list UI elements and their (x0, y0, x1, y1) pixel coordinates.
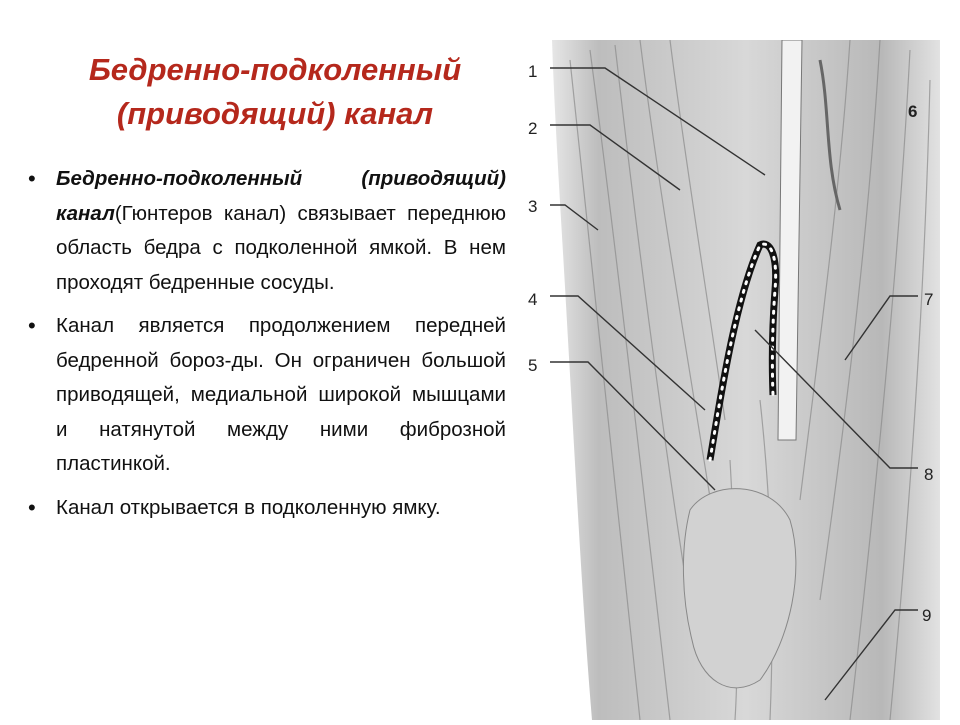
bullet-3-text: Канал открывается в подколенную ямку. (56, 495, 441, 519)
figure-label-8: 8 (924, 465, 934, 484)
thigh-anatomy-drawing (520, 40, 960, 720)
bullet-1-emphasis: Бедренно-подколенный (приводящий) канал (56, 167, 506, 225)
bullet-list (28, 162, 506, 534)
slide-title (30, 48, 520, 136)
figure-label-2: 2 (528, 119, 538, 138)
bullet-1-text: (Гюнтеров канал) связывает переднюю область бедра с подколенной ямкой. В нем проходят бедренные сосуды. (56, 201, 506, 294)
figure-label-7: 7 (924, 290, 934, 309)
bullet-dot-icon: • (28, 494, 36, 520)
bullet-2-text: Канал является продолжением передней бедренной бороз-ды. Он ограничен большой приводящей, медиальной широкой мышцами и натянутой между ними фиброзной пластинкой. (56, 314, 506, 475)
figure-label-9: 9 (922, 606, 932, 625)
bullet-item-3 (28, 491, 506, 526)
figure-label-5: 5 (528, 356, 538, 375)
figure-label-4: 4 (528, 290, 538, 309)
figure-label-1: 1 (528, 62, 538, 81)
figure-label-6: 6 (908, 102, 918, 121)
bullet-item-2 (28, 309, 506, 482)
title-line-2: (приводящий) канал (116, 96, 434, 131)
anatomy-illustration (520, 40, 960, 720)
bullet-dot-icon: • (28, 166, 36, 191)
title-line-1: Бедренно-подколенный (88, 52, 462, 87)
bullet-dot-icon: • (28, 313, 36, 338)
figure-label-3: 3 (528, 197, 538, 216)
bullet-item-1 (28, 162, 506, 300)
